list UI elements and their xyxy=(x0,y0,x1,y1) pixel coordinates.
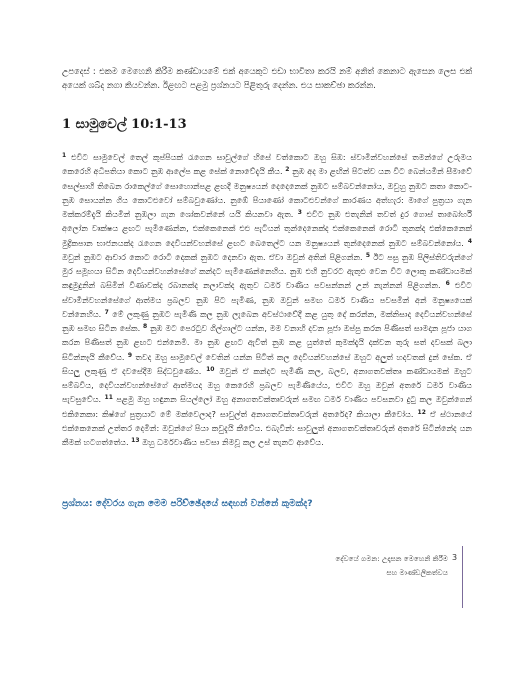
verse-text: ඒ ස්ථානයේ එක්කෙනෙක් උත්තර දෙමින්: ඔවුන්ගේ පියා කවුදැයි කීවේය. එබැවින්: සාවුලුත් අනාගතවක්තෘවරුන් අතරේ සිටින්නේද යන කීමක් හටගත්තේය. xyxy=(62,408,472,447)
verse-number: 5 xyxy=(365,251,371,259)
verse-number: 3 xyxy=(297,209,302,216)
verse-number: 2 xyxy=(285,166,290,174)
passage-heading: 1 සාමුවෙල් 10:1-13 xyxy=(62,117,187,132)
verse-number: 11 xyxy=(104,394,113,402)
verse-text: ඔවුන් ඒ කන්දට පැමිණි කල, බලව, අනාගතවක්තෘ කණ්ඩායමක් ඔහුට සම්බවිය, දෙවියන්වහන්සේගේ ආත්මයද ඔහු කෙරෙහි ප්‍රබලව පැමිණියේය, එවිට ඔහු ඔවුන් අතරේ ධර්ම වාණිය පැවසුවේය. xyxy=(62,365,473,405)
scripture-passage xyxy=(62,150,472,449)
footer-line-2: සහ මාණ්ඩලිකත්වය xyxy=(386,568,448,577)
verse-number: 13 xyxy=(131,437,140,444)
footer-line-1: දේවයේ ගමන: උදෑසන මෙහෙනි කිරීම xyxy=(335,554,448,563)
verse-text: එවිට සාමුවෙල් තෙල් කුප්පියක් රැගෙන සාවුල්ගේ හිසේ වත්කොට ඔහු සිඹ: ස්වාමීන්වහන්සේ තමන්ගේ උරුමය කෙරෙහි අධිපතියා කොට නුඹ ආලේප කළ සේක් නොවේදැයි කීය. xyxy=(62,152,472,177)
page-number: 3 xyxy=(452,553,458,562)
verse-number: 6 xyxy=(445,280,450,288)
verse-number: 9 xyxy=(127,351,133,359)
verse-text: ඔහු ධර්මවාණිය පවසා නිමවූ කල උස් තැනට ආවේය. xyxy=(139,437,324,447)
verse-text: එවිට නුඹ එතැනින් තවත් දුර ගොස් තාබෝර්හි අලෝන වෘක්ෂය ළඟට පැමිණෙන්න, එක්කෙනෙක් එළු පැටියන් තුන්දෙනෙක්ද එක්කෙනෙක් රොටි තුනක්ද එක්කෙනෙක් මුද්‍රිකපාන භාජනයක්ද රැගෙන දෙවියන්වහන්සේ ළඟට බෙතෙල්ට යන මනුෂ්‍යයන් තුන්දෙනෙක් නුඹට සම්බවන්නෝය. xyxy=(62,209,472,248)
verse-number: 10 xyxy=(206,365,215,373)
footer-title xyxy=(318,552,448,580)
verse-text: නුඹ මට පෙරටුව ගිල්ගාල්ට යන්න, මම වනාහි දවන පූජා ඔප්පු කරන පිණිසත් සාමදාන පූජා යාග කරන පිණිසත් නුඹ ළඟට එන්නෙමි. මා නුඹ ළඟට ඇවිත් නුඹ කළ යුත්තේ කුමක්දැයි දක්වන තුරු සත් දවසක් බලා සිටින්නෑයි කීවේය. xyxy=(62,323,473,362)
verse-number: 8 xyxy=(142,323,148,330)
footer-divider xyxy=(462,546,463,608)
verse-text: මේ ලකුණු නුඹට පැමිණි කල නුඹ ලැබෙන අවස්ථාවේදී කළ යුතු දේ කරන්න, මක්නිසාද දෙවියන්වහන්සේ නුඹ සමඟ සිටින සේක. xyxy=(62,308,472,333)
verse-text: පළමු ඔහු හඳුනන සියල්ලෝ ඔහු අනාගතවක්තෘවරුන් සමඟ ධර්ම වාණිය පවසනවා දුටු කල ඔවුන්ගෙන් එකිනෙකා: කිෂ්ගේ පුත්‍රයාට මේ මක්වෙලාද? සාවුල්ත් අනාගතවක්තෘවරුන් අතරේද? කියාලා කීවෝය. xyxy=(62,394,472,419)
verse-text: ඔවුන් නුඹට ආචාර කොට රොටි දෙකක් නුඹට දෙනවා ඇත. ඒවා ඔවුන් අතින් පිළිගන්න. xyxy=(62,251,366,262)
instructions-text: උපදෙස් : එකම මෙහෙනි කිරීම කණ්ඩායමේ එක් අයෙකුට එඩා භාවිතා කරයි නම් අනිත් කෙනාට ඇසෙන ලෙස එක් අයෙක් ශබ්ද නගා කියවන්න. ඊළඟට පළමු ප්‍රශ්නයට පිළිතුරු දෙන්න. එය සාකච්ඡා කරන්න. xyxy=(62,66,472,90)
verse-number: 7 xyxy=(104,308,109,316)
verse-text: එවිට ස්වාමීන්වහන්සේගේ ආත්මය ප්‍රබලව නුඹ පිට පැමිණ, නුඹ ඔවුන් සමඟ ධර්ම වාණිය පවසමින් අන් මනුෂ්‍යයෙක් වන්නෙහිය. xyxy=(62,280,472,319)
verse-text: නුඹ අද මා ළඟින් පිටත්ව යන විට බෙන්යමින් සීමාවේ සෙල්සාහි තිබෙන රාකෙල්ගේ සොහොන්පළ ළඟදී මනුෂ්‍යයන් දෙදෙනෙක් නුඹට සම්බවන්නෝය, ඔවුහු නුඹට කතා කොට- නුඹ සොයන්න ගිය කොටළුවෝ සම්බවුණෝය. නුඹේ පියාණෝ කොටළුවන්ගේ කාරණය අත්හැර: මාගේ පුත්‍රයා ගැන මක්කරම්දැයි කියමින් නුඹලා ගැන ශෝකවන්නේ යයි කියනවා ඇත. xyxy=(62,166,472,219)
verse-text: ඊට පසු නුඹ පිලිස්තිවරුන්ගේ මුර සමූහයා සිටින දෙවියන්වහන්සේගේ කන්දට පැමිණෙන්නෙහිය. නුඹ එහි නුවරට ඇතුළු වෙන විට ලොකු කණ්ඩායමක් කඳුමුදුනින් බසිමින් වීණාවක්ද රබානක්ද නලාවක්ද ඇතුව ධර්ම වාණිය පවසන්නන් උන් නැන්නන් පිළිගන්න. xyxy=(62,251,472,291)
verse-number: 1 xyxy=(62,152,67,159)
discussion-question: ප්‍රශ්නය: දේවරය ගැන මෙම පරිච්ඡේදයේ සඳහන් වන්නේ කුමක්ද? xyxy=(62,498,313,509)
verse-number: 12 xyxy=(417,408,426,416)
verse-text: තවද ඔහු සාමුවෙල් වෙතින් යන්න පිටිත් කල දෙවියන්වහන්සේ ඔහුට අලුත් හදවතක් දුන් සේක. ඒ සියලු ලකුණු ඒ දවසේදීම සිද්ධවුණේය. xyxy=(62,351,472,376)
verse-number: 4 xyxy=(467,237,472,245)
